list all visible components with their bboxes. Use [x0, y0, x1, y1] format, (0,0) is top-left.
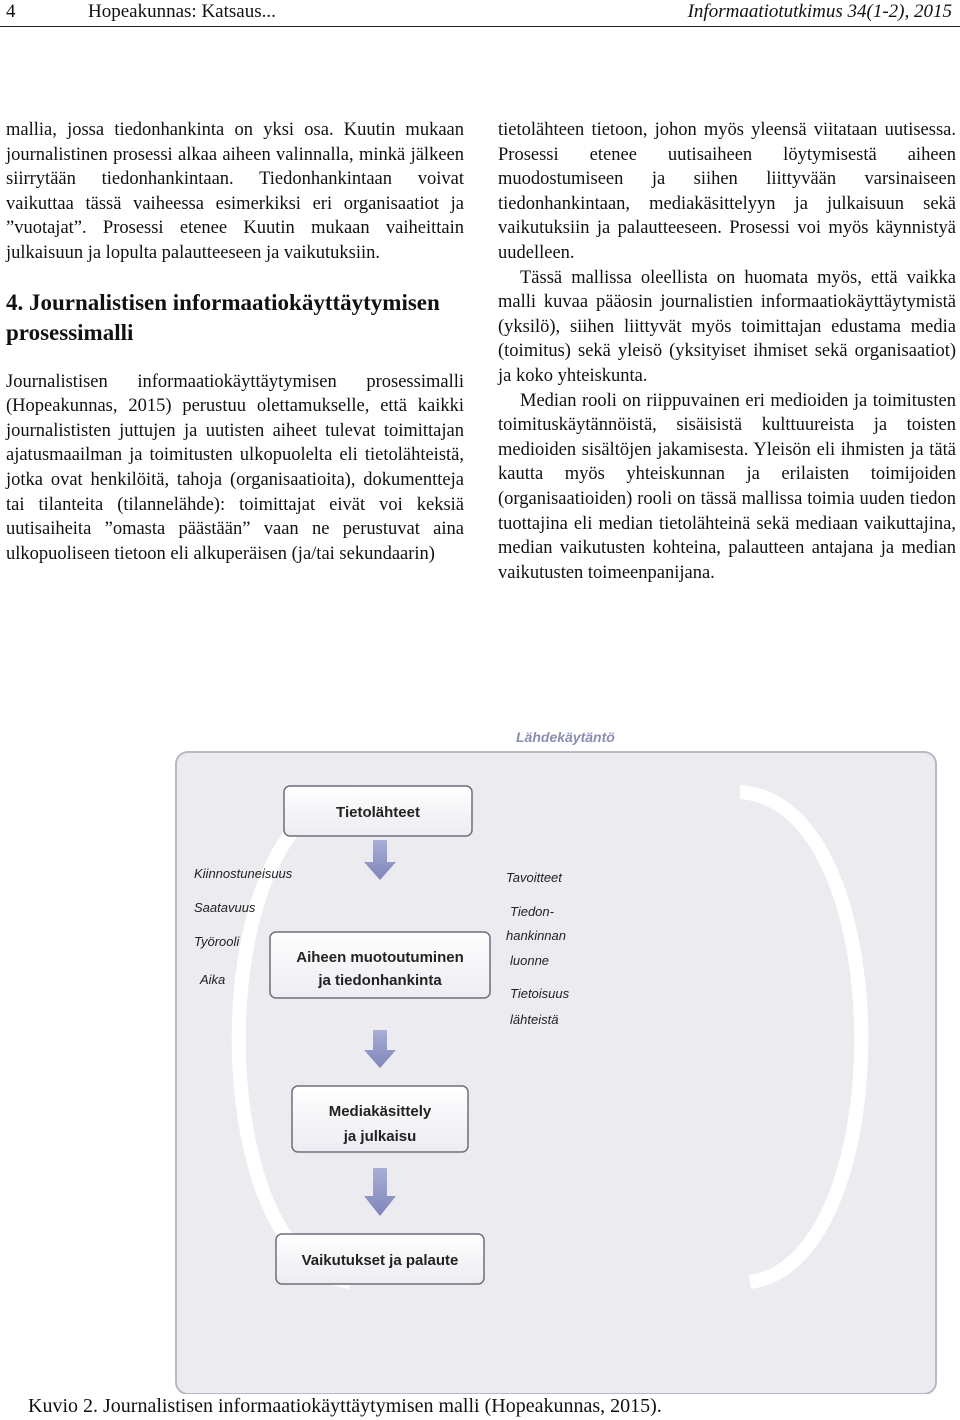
outer-label: Lähdekäytäntö	[516, 729, 615, 745]
figure-caption: Kuvio 2. Journalistisen informaatiokäyttäytymisen malli (Hopeakunnas, 2015).	[28, 1395, 662, 1417]
journal-citation: Informaatiotutkimus 34(1-2), 2015	[687, 1, 952, 22]
left-paragraph-2: Journalistisen informaatiokäyttäytymisen prosessimalli (Hopeakunnas, 2015) perustuu olettamukselle, että kaikki journalististen juttujen ja uutisten aiheet tulevat toimittajan ajatusmaailman ja toimitusten ulkopuolelta eli tietolähteistä, jotka ovat henkilöitä, tahoja (organisaatioita), dokumentteja tai tilanteita (tilannelähde): toimittajat eivät voi keksiä uutisaiheita ”omasta päästään” vaan ne perustuvat aina ulkopuoliseen tietoon eli alkuperäisen (ja/tai sekundaarin)	[6, 371, 464, 564]
right-factor-5: Tietoisuus	[510, 986, 570, 1001]
right-factor-4: luonne	[510, 953, 550, 968]
left-factor-4: Aika	[200, 972, 226, 987]
box-media-line2: ja julkaisu	[343, 1128, 417, 1145]
section-title: 4. Journalistisen informaatiokäyttäytymisen prosessimalli	[6, 289, 440, 345]
box-vaikutukset-label: Vaikutukset ja palaute	[301, 1252, 459, 1269]
left-factor-2: Saatavuus	[194, 900, 256, 915]
left-factor-3: Työrooli	[194, 934, 240, 949]
right-paragraph-1: tietolähteen tietoon, johon myös yleensä viitataan uutisessa. Prosessi etenee uutisaiheen löytymisestä aiheen muodostumiseen ja siihen liittyvään varsinaiseen tiedonhankintaan, mediakäsittelyyn ja julkaisuun sekä vaikutuksiin ja palautteeseen. Prosessi voi myös käynnistyä uudelleen.	[498, 120, 956, 263]
box-media-line1: Mediakäsittely	[328, 1103, 432, 1120]
right-factor-6: lähteistä	[510, 1012, 559, 1027]
left-paragraph-1: mallia, jossa tiedonhankinta on yksi osa. Kuutin mukaan journalistinen prosessi alkaa aiheen valinnalla, minkä jälkeen siirrytään tiedonhankintaan. Tiedonhankintaan voivat vaikuttaa tässä vaiheessa esimerkiksi eri organisaatiot ja ”vuotajat”. Prosessi etenee Kuutin mukaan vaiheittain julkaisuun ja lopulta palautteeseen ja vaikutuksiin.	[6, 120, 464, 263]
right-paragraph-2: Tässä mallissa oleellista on huomata myös, että vaikka malli kuvaa pääosin journalistien informaatiokäyttäytymistä (yksilö), siihen liittyvät myös toimittajan edustama media (toimitus) sekä yleisö (yksityiset ihmiset sekä organisaatiot) ja koko yhteiskunta.	[498, 267, 956, 386]
right-factor-2: Tiedon-	[510, 904, 554, 919]
left-column	[6, 118, 464, 566]
box-aiheen-line2: ja tiedonhankinta	[318, 972, 442, 989]
running-title: Hopeakunnas: Katsaus...	[88, 1, 276, 22]
right-column	[498, 118, 956, 585]
box-tietolahteet-label: Tietolähteet	[336, 804, 420, 821]
process-model-figure	[160, 722, 950, 1394]
left-factor-1: Kiinnostuneisuus	[194, 866, 293, 881]
right-factor-3: hankinnan	[506, 928, 566, 943]
page-number: 4	[6, 1, 16, 22]
box-aiheen-line1: Aiheen muotoutuminen	[296, 949, 464, 966]
page-header	[0, 0, 960, 27]
right-paragraph-3: Median rooli on riippuvainen eri medioiden ja toimitusten toimituskäytännöistä, sisäisistä kulttuureista ja toisten medioiden sisältöjen jakamisesta. Yleisön eli ihmisten ja tätä kautta myös yhteiskunnan ja erilaisten toimijoiden (organisaatioiden) rooli on tässä mallissa toimia uuden tiedon tuottajina eli median tietolähteinä sekä mediaan vaikuttajina, median vaikutusten kohteina, palautteen antajana ja median vaikutusten toimeenpanijana.	[498, 390, 956, 583]
right-factor-1: Tavoitteet	[506, 870, 562, 885]
